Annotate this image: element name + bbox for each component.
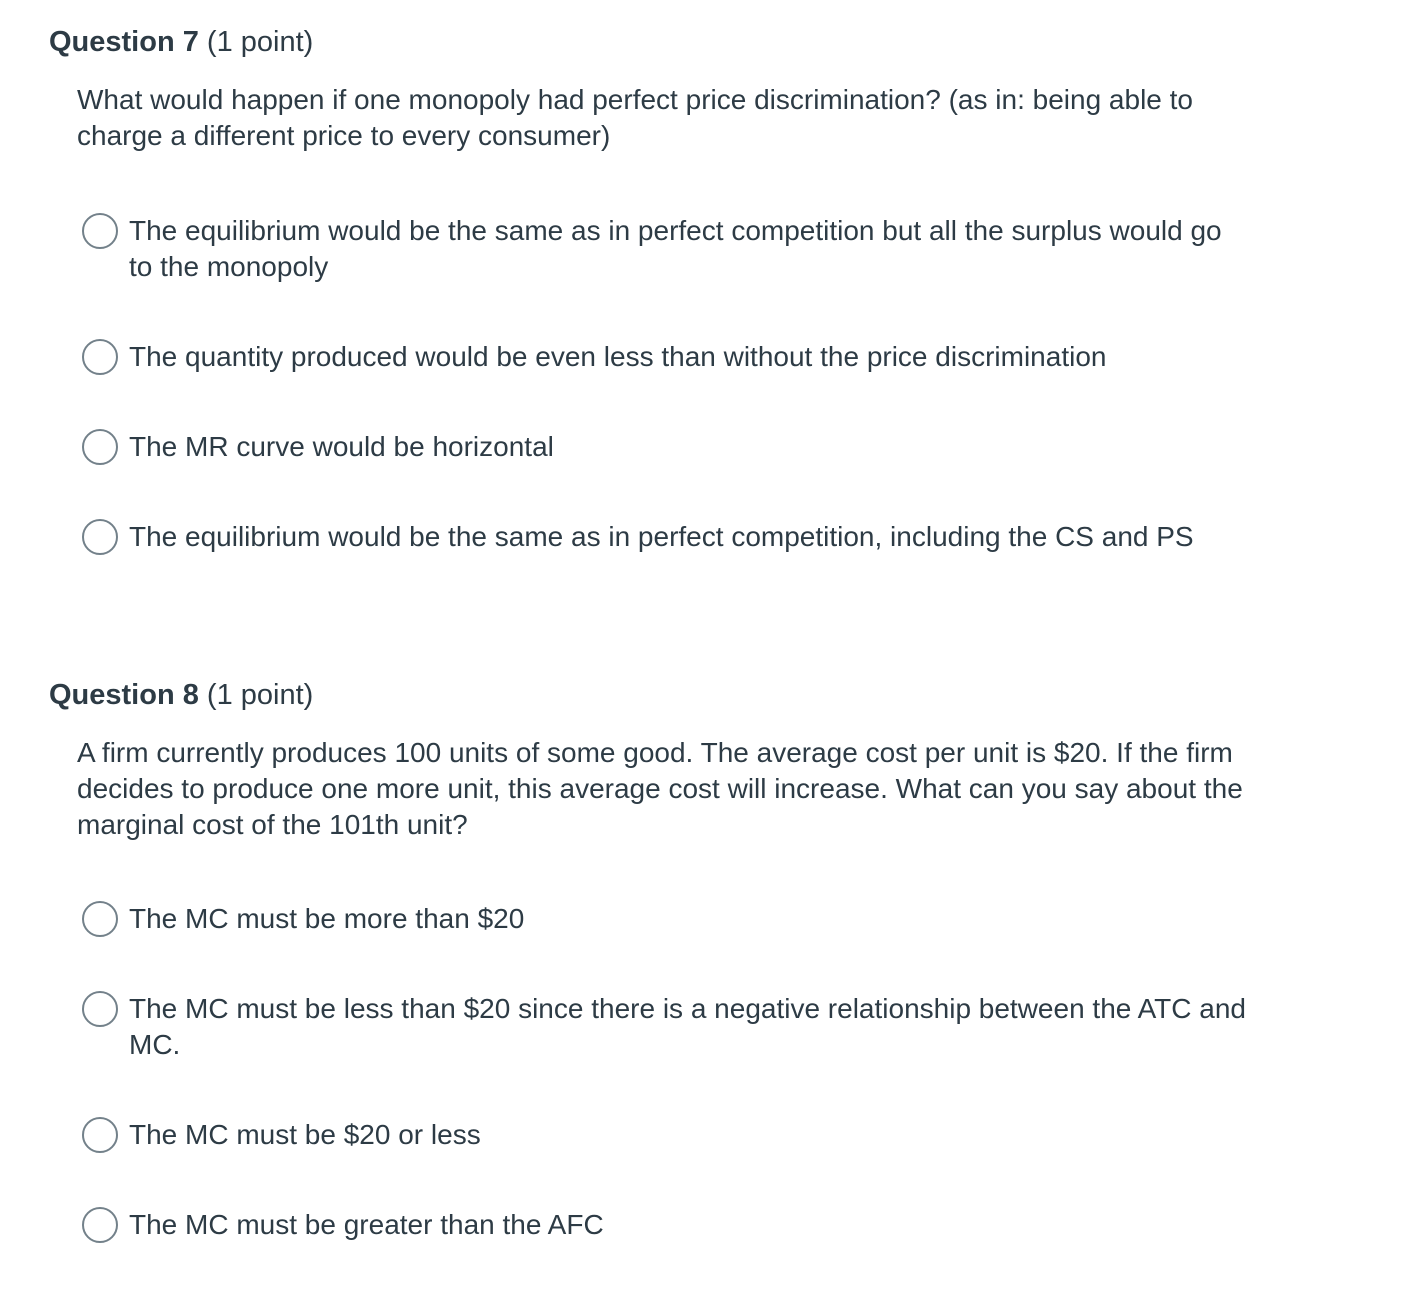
question-8-option-3[interactable] (82, 1117, 1262, 1153)
radio-button[interactable] (82, 213, 118, 249)
option-label[interactable]: The quantity produced would be even less than without the price discrimination (129, 341, 1107, 372)
radio-button[interactable] (82, 1117, 118, 1153)
question-8-points: (1 point) (206, 679, 314, 711)
question-7-points: (1 point) (206, 26, 314, 58)
question-8-option-4[interactable] (82, 1207, 1262, 1243)
option-label[interactable]: The MC must be greater than the AFC (129, 1209, 604, 1240)
question-8-text: A firm currently produces 100 units of some good. The average cost per unit is $20. If the firm decides to produce one more unit, this average cost will increase. What can you say about the marginal cost of the 101th unit? (77, 737, 1243, 840)
radio-button[interactable] (82, 429, 118, 465)
question-7-text: What would happen if one monopoly had perfect price discrimination? (as in: being able to charge a different price to every consumer) (77, 84, 1193, 151)
option-label[interactable]: The equilibrium would be the same as in perfect competition but all the surplus would go to the monopoly (129, 215, 1222, 282)
question-8-title (49, 677, 313, 713)
radio-button[interactable] (82, 519, 118, 555)
question-7-option-2[interactable] (82, 339, 1262, 375)
option-label[interactable]: The MR curve would be horizontal (129, 431, 554, 462)
question-7-option-3[interactable] (82, 429, 1262, 465)
option-label[interactable]: The MC must be more than $20 (129, 903, 525, 934)
radio-button[interactable] (82, 991, 118, 1027)
question-7-name: Question 7 (49, 26, 199, 58)
question-7-title (49, 24, 313, 60)
radio-button[interactable] (82, 1207, 118, 1243)
question-7-option-4[interactable] (82, 519, 1262, 555)
option-label[interactable]: The MC must be less than $20 since there is a negative relationship between the ATC and MC. (129, 993, 1247, 1060)
question-8-option-1[interactable] (82, 901, 1262, 937)
radio-button[interactable] (82, 901, 118, 937)
option-label[interactable]: The MC must be $20 or less (129, 1119, 481, 1150)
option-label[interactable]: The equilibrium would be the same as in perfect competition, including the CS and PS (129, 521, 1194, 552)
radio-button[interactable] (82, 339, 118, 375)
question-7-option-1[interactable] (82, 213, 1262, 285)
question-8-name: Question 8 (49, 679, 199, 711)
question-8-option-2[interactable] (82, 991, 1262, 1063)
